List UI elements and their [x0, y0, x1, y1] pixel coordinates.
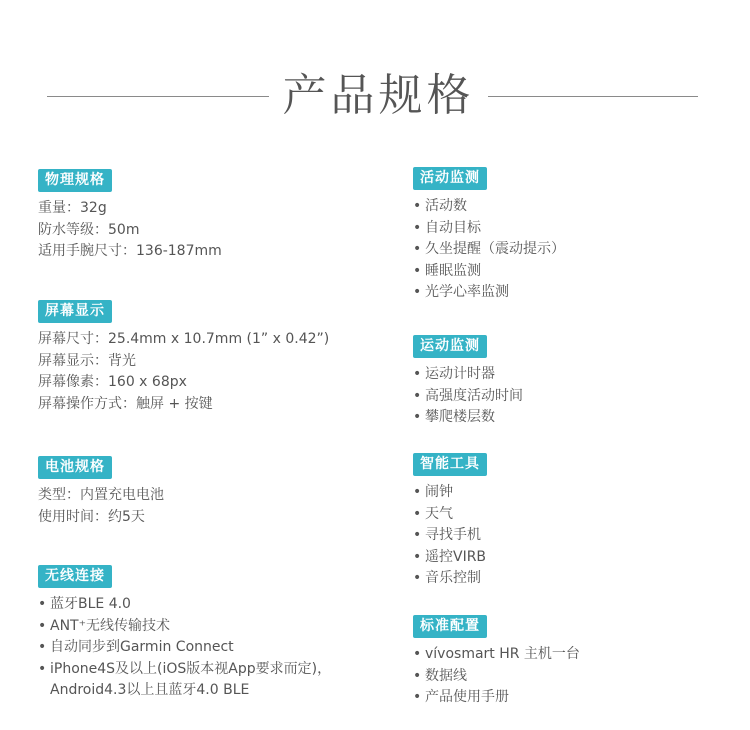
bullet-icon: • — [413, 284, 422, 300]
bullet-icon: • — [413, 689, 422, 705]
list-item-text: 闹钟 — [425, 484, 453, 500]
spec-item: 使用时间：约5天 — [38, 508, 145, 525]
bullet-icon: • — [413, 505, 422, 522]
bullet-icon: • — [413, 409, 422, 425]
list-item — [38, 616, 331, 638]
spec-item: 屏幕像素：160 x 68px — [38, 374, 187, 390]
section-wireless — [38, 565, 331, 702]
section-activity-tracking — [413, 167, 565, 304]
list-item — [413, 282, 565, 304]
bullet-icon: • — [413, 262, 422, 279]
bullet-icon: • — [413, 527, 422, 543]
list-item-text: 音乐控制 — [425, 570, 481, 586]
list-item — [413, 525, 487, 547]
section-smart-tools — [413, 453, 487, 590]
section-badge: 活动监测 — [413, 167, 487, 190]
list-item-text: 自动同步到Garmin Connect — [50, 639, 234, 655]
list-item — [413, 196, 565, 218]
section-battery — [38, 456, 164, 528]
list-item — [38, 594, 331, 616]
list-item-text: 产品使用手册 — [425, 689, 509, 705]
list-item — [413, 261, 565, 283]
list-item-text: 活动数 — [425, 198, 467, 214]
section-badge: 无线连接 — [38, 565, 112, 588]
section-badge: 标准配置 — [413, 615, 487, 638]
list-item — [413, 504, 487, 526]
bullet-icon: • — [413, 387, 422, 404]
section-standard-package — [413, 615, 580, 709]
spec-item: 适用手腕尺寸：136-187mm — [38, 243, 222, 259]
list-item — [413, 239, 565, 261]
bullet-icon: • — [413, 570, 422, 586]
bullet-icon: • — [38, 617, 47, 634]
list-item — [413, 218, 565, 240]
section-badge: 智能工具 — [413, 453, 487, 476]
list-item-text: 寻找手机 — [425, 527, 481, 543]
spec-item: 屏幕显示：背光 — [38, 352, 136, 369]
list-item-text: 数据线 — [425, 667, 467, 684]
list-item — [413, 386, 523, 408]
list-item-text: 攀爬楼层数 — [425, 409, 495, 425]
spec-item: 屏幕操作方式：触屏 + 按键 — [38, 395, 213, 412]
list-item — [413, 687, 580, 709]
section-badge: 运动监测 — [413, 335, 487, 358]
list-item-text: 蓝牙BLE 4.0 — [50, 596, 131, 612]
list-item-text: ANT⁺无线传输技术 — [50, 617, 170, 634]
list-item-text: 高强度活动时间 — [425, 387, 523, 404]
list-item-text: iPhone4S及以上(iOS版本视App要求而定)， — [50, 660, 332, 677]
title-rule-left — [47, 96, 269, 97]
bullet-icon: • — [413, 241, 422, 257]
bullet-icon: • — [413, 484, 422, 500]
title-rule-right — [488, 96, 698, 97]
bullet-icon: • — [413, 667, 422, 684]
bullet-icon: • — [413, 548, 422, 565]
section-badge: 电池规格 — [38, 456, 112, 479]
section-display — [38, 300, 329, 415]
section-badge: 屏幕显示 — [38, 300, 112, 323]
section-badge: 物理规格 — [38, 169, 112, 192]
list-item-text: 光学心率监测 — [425, 284, 509, 300]
list-item-text: 睡眠监测 — [425, 262, 481, 279]
section-sport-tracking — [413, 335, 523, 429]
list-item — [413, 644, 580, 666]
list-item-text: 自动目标 — [425, 219, 481, 236]
spec-item: 类型：内置充电电池 — [38, 487, 164, 503]
list-item — [413, 407, 523, 429]
bullet-icon: • — [38, 639, 47, 655]
list-item-text: 运动计时器 — [425, 366, 495, 382]
bullet-icon: • — [413, 219, 422, 236]
section-physical-specs — [38, 169, 222, 263]
list-item-text: 遥控VIRB — [425, 548, 487, 565]
bullet-icon: • — [413, 366, 422, 382]
list-item-text: 天气 — [425, 505, 453, 522]
header — [0, 60, 750, 132]
bullet-icon: • — [38, 660, 47, 677]
list-item-text: vívosmart HR 主机一台 — [425, 646, 580, 662]
bullet-icon: • — [413, 646, 422, 662]
list-item — [413, 364, 523, 386]
spec-item: 重量：32g — [38, 200, 107, 216]
list-item — [413, 568, 487, 590]
list-item — [38, 637, 331, 659]
page-title: 产品规格 — [282, 70, 475, 121]
list-item — [38, 659, 331, 681]
spec-item: 屏幕尺寸：25.4mm x 10.7mm (1” x 0.42”) — [38, 331, 330, 347]
spec-item: 防水等级：50m — [38, 221, 140, 238]
list-item — [413, 666, 580, 688]
list-item — [413, 482, 487, 504]
list-item-continuation: Android4.3以上且蓝牙4.0 BLE — [50, 682, 250, 698]
bullet-icon: • — [38, 596, 47, 612]
list-item-text: 久坐提醒（震动提示） — [425, 241, 565, 257]
bullet-icon: • — [413, 198, 422, 214]
list-item — [413, 547, 487, 569]
